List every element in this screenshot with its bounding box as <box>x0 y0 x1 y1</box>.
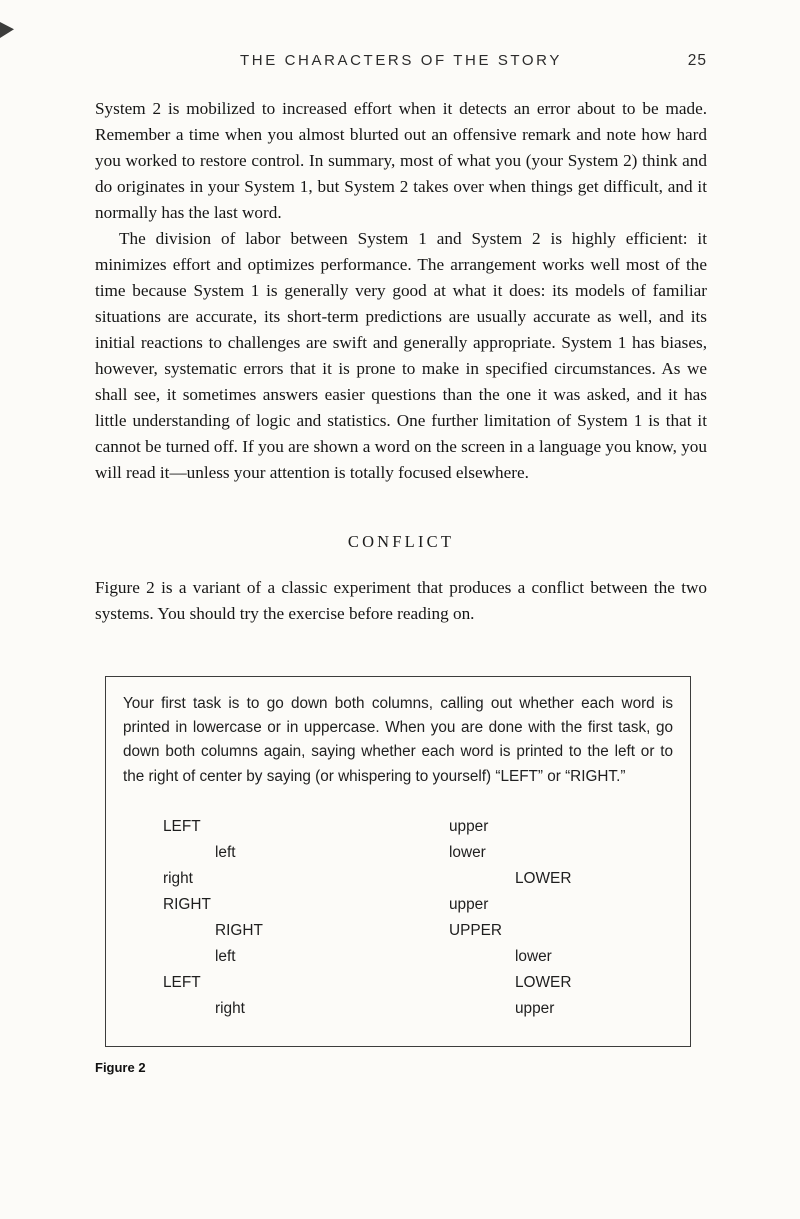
figure-word: right <box>163 869 193 887</box>
word-row <box>123 922 673 948</box>
word-row <box>123 896 673 922</box>
figure-word: LEFT <box>163 817 201 835</box>
figure-word: upper <box>449 895 489 913</box>
figure-word: RIGHT <box>215 921 263 939</box>
figure-word: right <box>215 999 245 1017</box>
page-number: 25 <box>687 52 707 69</box>
figure-caption: Figure 2 <box>95 1059 146 1075</box>
scan-artifact <box>0 22 14 38</box>
word-row <box>123 1000 673 1026</box>
figure-word: upper <box>449 817 489 835</box>
figure-word: LOWER <box>515 869 572 887</box>
figure-word: UPPER <box>449 921 503 939</box>
figure-word: left <box>215 947 236 965</box>
figure-word: RIGHT <box>163 895 211 913</box>
paragraph-figure-intro: Figure 2 is a variant of a classic experiment that produces a conflict between the two systems. You should try the exercise before reading on. <box>95 578 707 623</box>
word-row <box>123 818 673 844</box>
figure-word-grid <box>123 818 673 1026</box>
chapter-title: THE CHARACTERS OF THE STORY <box>240 52 562 69</box>
figure-word: left <box>215 843 236 861</box>
word-row <box>123 870 673 896</box>
word-row <box>123 948 673 974</box>
section-heading-conflict: CONFLICT <box>347 532 455 551</box>
page-content <box>95 0 707 1075</box>
figure-word: lower <box>515 947 552 965</box>
word-row <box>123 844 673 870</box>
running-head <box>95 52 707 69</box>
word-row <box>123 974 673 1000</box>
figure-word: LEFT <box>163 973 201 991</box>
figure-word: lower <box>449 843 486 861</box>
figure-2-box <box>105 676 691 1047</box>
figure-word: LOWER <box>515 973 572 991</box>
figure-word: upper <box>515 999 555 1017</box>
figure-instructions: Your first task is to go down both columns, calling out whether each word is printed in lowercase or in uppercase. When you are done with the first task, go down both columns again, saying whether each word is printed to the left or to the right of center by saying (or whispering to yourself) “LEFT” or “RIGHT.” <box>123 695 673 785</box>
paragraph-division-of-labor: The division of labor between System 1 and System 2 is highly efficient: it minimizes effort and optimizes performance. The arrangement works well most of the time because System 1 is generally very good at what it does: its models of familiar situations are accurate, its short-term predictions are usually accurate as well, and its initial reactions to challenges are swift and generally appropriate. System 1 has biases, however, systematic errors that it is prone to make in specified circumstances. As we shall see, it sometimes answers easier questions than the one it was asked, and it has little understanding of logic and statistics. One further limitation of System 1 is that it cannot be turned off. If you are shown a word on the screen in a language you know, you will read it—unless your attention is totally focused elsewhere. <box>95 229 707 482</box>
paragraph-system2: System 2 is mobilized to increased effort when it detects an error about to be made. Remember a time when you almost blurted out an offensive remark and note how hard you worked to restore control. In summary, most of what you (your System 2) think and do originates in your System 1, but System 2 takes over when things get difficult, and it normally has the last word. <box>95 99 707 222</box>
